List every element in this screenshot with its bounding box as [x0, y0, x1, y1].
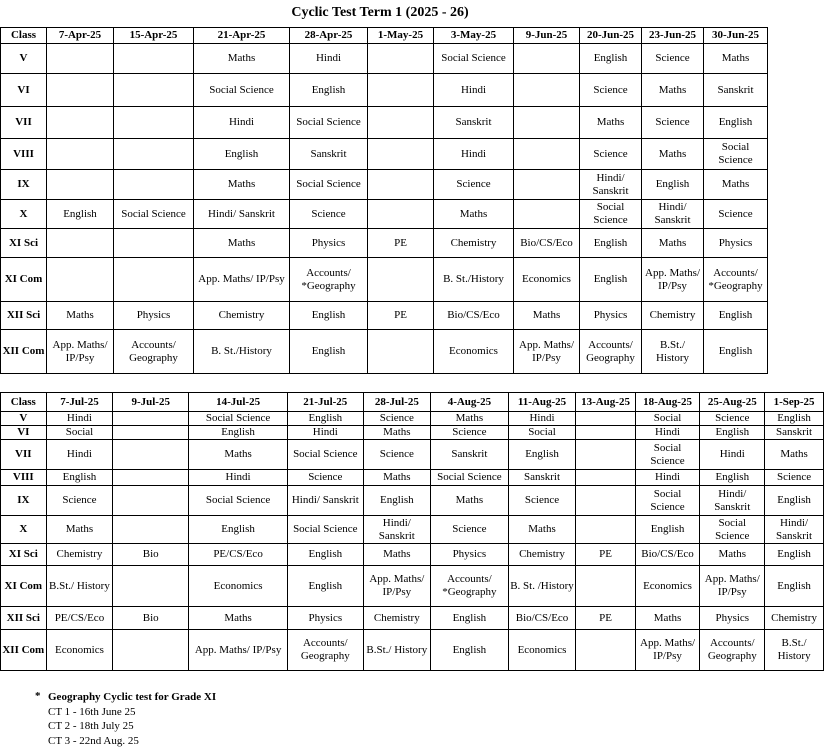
subject-cell	[47, 229, 114, 258]
column-header-date: 28-Jul-25	[363, 393, 431, 412]
subject-cell: Hindi	[434, 74, 514, 107]
table-row	[1, 258, 768, 302]
subject-cell: Physics	[114, 302, 194, 330]
column-header-date: 14-Jul-25	[189, 393, 288, 412]
subject-cell: PE/CS/Eco	[46, 607, 113, 630]
column-header-date: 25-Aug-25	[700, 393, 765, 412]
subject-cell	[47, 170, 114, 200]
subject-cell: Hindi	[434, 139, 514, 170]
subject-cell: Maths	[642, 229, 704, 258]
table-row	[1, 630, 824, 671]
subject-cell	[113, 470, 189, 486]
subject-cell	[368, 258, 434, 302]
subject-cell: English	[700, 426, 765, 440]
class-cell: V	[1, 44, 47, 74]
subject-cell: English	[288, 544, 363, 566]
subject-cell	[114, 170, 194, 200]
subject-cell	[47, 107, 114, 139]
column-header-date: 11-Aug-25	[508, 393, 576, 412]
table-row	[1, 200, 768, 229]
subject-cell: Science	[46, 486, 113, 516]
subject-cell: Social Science	[194, 74, 290, 107]
class-cell: VIII	[1, 470, 47, 486]
subject-cell: Hindi/ Sanskrit	[642, 200, 704, 229]
subject-cell: Social Science	[290, 107, 368, 139]
column-header-date: 1-May-25	[368, 28, 434, 44]
subject-cell: Sanskrit	[290, 139, 368, 170]
subject-cell: Maths	[642, 139, 704, 170]
subject-cell: Chemistry	[363, 607, 431, 630]
subject-cell: English	[47, 200, 114, 229]
subject-cell: Physics	[288, 607, 363, 630]
subject-cell: Hindi/ Sanskrit	[765, 516, 824, 544]
subject-cell: B. St./History	[194, 330, 290, 374]
subject-cell	[114, 74, 194, 107]
subject-cell: Hindi	[635, 470, 700, 486]
subject-cell: Economics	[635, 566, 700, 607]
subject-cell: Accounts/ Geography	[580, 330, 642, 374]
subject-cell: English	[431, 630, 509, 671]
subject-cell: Sanskrit	[765, 426, 824, 440]
subject-cell: Science	[434, 170, 514, 200]
table-row	[1, 107, 768, 139]
subject-cell: Accounts/ Geography	[114, 330, 194, 374]
subject-cell: App. Maths/ IP/Psy	[514, 330, 580, 374]
schedule-table-term1-part2	[0, 392, 824, 671]
note-line: CT 1 - 16th June 25	[48, 705, 136, 718]
column-header-date: 21-Jul-25	[288, 393, 363, 412]
subject-cell: Science	[580, 139, 642, 170]
subject-cell: Science	[290, 200, 368, 229]
subject-cell	[576, 440, 635, 470]
subject-cell: Accounts/ *Geography	[290, 258, 368, 302]
column-header-date: 18-Aug-25	[635, 393, 700, 412]
table-row	[1, 74, 768, 107]
subject-cell: English	[290, 302, 368, 330]
table-row	[1, 486, 824, 516]
table-row	[1, 607, 824, 630]
subject-cell: Social Science	[580, 200, 642, 229]
subject-cell: English	[580, 229, 642, 258]
subject-cell: PE/CS/Eco	[189, 544, 288, 566]
subject-cell: Social Science	[431, 470, 509, 486]
subject-cell: Sanskrit	[431, 440, 509, 470]
page-title: Cyclic Test Term 1 (2025 - 26)	[291, 5, 469, 20]
subject-cell: Maths	[704, 170, 768, 200]
table-row	[1, 229, 768, 258]
subject-cell: English	[765, 412, 824, 426]
note-line: CT 2 - 18th July 25	[48, 720, 134, 732]
subject-cell: English	[189, 426, 288, 440]
subject-cell: English	[704, 302, 768, 330]
subject-cell: English	[194, 139, 290, 170]
subject-cell: Social Science	[704, 139, 768, 170]
subject-cell: Maths	[704, 44, 768, 74]
geography-note	[35, 690, 217, 748]
subject-cell: App. Maths/ IP/Psy	[363, 566, 431, 607]
subject-cell	[113, 516, 189, 544]
subject-cell: Bio	[113, 607, 189, 630]
subject-cell	[368, 170, 434, 200]
subject-cell: Science	[363, 440, 431, 470]
column-header-date: 21-Apr-25	[194, 28, 290, 44]
subject-cell: Bio	[113, 544, 189, 566]
column-header-date: 7-Apr-25	[47, 28, 114, 44]
subject-cell: Social Science	[700, 516, 765, 544]
subject-cell: App. Maths/ IP/Psy	[635, 630, 700, 671]
subject-cell: English	[765, 486, 824, 516]
subject-cell: Physics	[431, 544, 509, 566]
subject-cell: PE	[576, 607, 635, 630]
subject-cell: Science	[704, 200, 768, 229]
subject-cell: English	[288, 566, 363, 607]
note-heading: Geography Cyclic test for Grade XI	[48, 691, 217, 703]
subject-cell: Social	[46, 426, 113, 440]
subject-cell: Hindi	[700, 440, 765, 470]
class-cell: IX	[1, 170, 47, 200]
subject-cell: Sanskrit	[704, 74, 768, 107]
subject-cell	[514, 139, 580, 170]
subject-cell	[113, 630, 189, 671]
subject-cell	[47, 258, 114, 302]
subject-cell: Maths	[363, 544, 431, 566]
subject-cell: Social	[508, 426, 576, 440]
subject-cell: English	[508, 440, 576, 470]
table-row	[1, 516, 824, 544]
column-header-date: 15-Apr-25	[114, 28, 194, 44]
subject-cell: Maths	[431, 486, 509, 516]
subject-cell: Hindi	[189, 470, 288, 486]
column-header-date: 30-Jun-25	[704, 28, 768, 44]
subject-cell: Social Science	[635, 440, 700, 470]
class-cell: XII Sci	[1, 302, 47, 330]
subject-cell	[576, 516, 635, 544]
subject-cell: English	[189, 516, 288, 544]
subject-cell: English	[765, 566, 824, 607]
subject-cell	[576, 486, 635, 516]
subject-cell	[113, 566, 189, 607]
subject-cell: Social Science	[288, 440, 363, 470]
subject-cell: Hindi/ Sanskrit	[363, 516, 431, 544]
table-row	[1, 170, 768, 200]
subject-cell: Hindi	[194, 107, 290, 139]
subject-cell	[514, 44, 580, 74]
subject-cell: Accounts/ *Geography	[704, 258, 768, 302]
subject-cell: Hindi	[288, 426, 363, 440]
subject-cell: Science	[642, 44, 704, 74]
subject-cell: Science	[700, 412, 765, 426]
subject-cell: Chemistry	[642, 302, 704, 330]
subject-cell	[113, 426, 189, 440]
subject-cell: Accounts/ Geography	[288, 630, 363, 671]
subject-cell: B. St. /History	[508, 566, 576, 607]
subject-cell: Maths	[46, 516, 113, 544]
subject-cell: B.St./ History	[46, 566, 113, 607]
subject-cell: Science	[288, 470, 363, 486]
asterisk-marker: *	[35, 690, 41, 702]
class-cell: VI	[1, 426, 47, 440]
subject-cell: Maths	[580, 107, 642, 139]
subject-cell: Economics	[189, 566, 288, 607]
subject-cell	[576, 412, 635, 426]
subject-cell: PE	[368, 229, 434, 258]
subject-cell: English	[580, 44, 642, 74]
subject-cell: Hindi	[46, 412, 113, 426]
subject-cell	[47, 139, 114, 170]
class-cell: XI Com	[1, 566, 47, 607]
column-header-date: 23-Jun-25	[642, 28, 704, 44]
subject-cell: App. Maths/ IP/Psy	[194, 258, 290, 302]
subject-cell: Chemistry	[765, 607, 824, 630]
table-row	[1, 302, 768, 330]
subject-cell	[114, 258, 194, 302]
subject-cell: Hindi/ Sanskrit	[580, 170, 642, 200]
subject-cell	[576, 566, 635, 607]
subject-cell	[47, 74, 114, 107]
table-row	[1, 426, 824, 440]
class-cell: X	[1, 516, 47, 544]
table-row	[1, 566, 824, 607]
subject-cell: Maths	[189, 607, 288, 630]
subject-cell: B.St./ History	[363, 630, 431, 671]
class-cell: XII Com	[1, 330, 47, 374]
subject-cell: PE	[576, 544, 635, 566]
column-header-date: 9-Jul-25	[113, 393, 189, 412]
subject-cell: English	[580, 258, 642, 302]
subject-cell: English	[765, 544, 824, 566]
subject-cell: Maths	[363, 470, 431, 486]
class-cell: IX	[1, 486, 47, 516]
subject-cell: English	[363, 486, 431, 516]
class-cell: XI Com	[1, 258, 47, 302]
table-row	[1, 330, 768, 374]
subject-cell: Maths	[47, 302, 114, 330]
subject-cell	[114, 139, 194, 170]
subject-cell: PE	[368, 302, 434, 330]
class-cell: VII	[1, 440, 47, 470]
subject-cell	[514, 107, 580, 139]
table-row	[1, 544, 824, 566]
subject-cell: Science	[363, 412, 431, 426]
table-row	[1, 440, 824, 470]
column-header-date: 13-Aug-25	[576, 393, 635, 412]
subject-cell: English	[700, 470, 765, 486]
subject-cell: Maths	[194, 170, 290, 200]
subject-cell: Maths	[194, 44, 290, 74]
subject-cell	[114, 107, 194, 139]
subject-cell: Maths	[194, 229, 290, 258]
subject-cell: Science	[765, 470, 824, 486]
subject-cell	[368, 330, 434, 374]
subject-cell: Maths	[434, 200, 514, 229]
column-header-date: 20-Jun-25	[580, 28, 642, 44]
subject-cell: Maths	[508, 516, 576, 544]
subject-cell: Physics	[290, 229, 368, 258]
subject-cell: English	[642, 170, 704, 200]
note-line: CT 3 - 22nd Aug. 25	[48, 734, 139, 747]
subject-cell: Science	[508, 486, 576, 516]
subject-cell	[368, 139, 434, 170]
subject-cell: English	[704, 107, 768, 139]
subject-cell: Economics	[434, 330, 514, 374]
subject-cell: Chemistry	[434, 229, 514, 258]
subject-cell: Sanskrit	[508, 470, 576, 486]
table-row	[1, 412, 824, 426]
subject-cell	[576, 470, 635, 486]
subject-cell: Hindi	[46, 440, 113, 470]
subject-cell	[576, 426, 635, 440]
subject-cell	[368, 44, 434, 74]
subject-cell: App. Maths/ IP/Psy	[189, 630, 288, 671]
subject-cell: Hindi	[290, 44, 368, 74]
subject-cell: English	[46, 470, 113, 486]
subject-cell	[368, 200, 434, 229]
subject-cell: Social	[635, 412, 700, 426]
subject-cell: Economics	[514, 258, 580, 302]
subject-cell: Bio/CS/Eco	[635, 544, 700, 566]
subject-cell: Hindi	[635, 426, 700, 440]
column-header-date: 3-May-25	[434, 28, 514, 44]
subject-cell: Sanskrit	[434, 107, 514, 139]
column-header-date: 28-Apr-25	[290, 28, 368, 44]
subject-cell: Social Science	[288, 516, 363, 544]
subject-cell: Bio/CS/Eco	[514, 229, 580, 258]
subject-cell: App. Maths/ IP/Psy	[700, 566, 765, 607]
header-row	[1, 393, 824, 412]
column-header-date: 1-Sep-25	[765, 393, 824, 412]
class-cell: XII Sci	[1, 607, 47, 630]
subject-cell: Chemistry	[46, 544, 113, 566]
subject-cell: Science	[431, 426, 509, 440]
subject-cell: Physics	[704, 229, 768, 258]
subject-cell	[514, 170, 580, 200]
class-cell: VIII	[1, 139, 47, 170]
subject-cell: Maths	[642, 74, 704, 107]
column-header-date: 9-Jun-25	[514, 28, 580, 44]
subject-cell: Social Science	[114, 200, 194, 229]
subject-cell: Maths	[189, 440, 288, 470]
subject-cell: Physics	[700, 607, 765, 630]
subject-cell: B.St./ History	[642, 330, 704, 374]
subject-cell: B.St./ History	[765, 630, 824, 671]
subject-cell: English	[290, 74, 368, 107]
subject-cell: Bio/CS/Eco	[434, 302, 514, 330]
subject-cell	[114, 229, 194, 258]
subject-cell: App. Maths/ IP/Psy	[642, 258, 704, 302]
class-cell: V	[1, 412, 47, 426]
subject-cell: Maths	[363, 426, 431, 440]
subject-cell: Science	[642, 107, 704, 139]
subject-cell: Maths	[700, 544, 765, 566]
class-cell: VI	[1, 74, 47, 107]
class-cell: VII	[1, 107, 47, 139]
column-header-class: Class	[1, 28, 47, 44]
subject-cell: Social Science	[189, 486, 288, 516]
column-header-class: Class	[1, 393, 47, 412]
subject-cell: English	[288, 412, 363, 426]
subject-cell: Economics	[46, 630, 113, 671]
header-row	[1, 28, 768, 44]
subject-cell: Science	[431, 516, 509, 544]
subject-cell: Hindi	[508, 412, 576, 426]
table-row	[1, 470, 824, 486]
subject-cell: Chemistry	[194, 302, 290, 330]
subject-cell: Maths	[765, 440, 824, 470]
subject-cell	[514, 74, 580, 107]
subject-cell	[113, 440, 189, 470]
subject-cell	[368, 107, 434, 139]
class-cell: XII Com	[1, 630, 47, 671]
subject-cell: B. St./History	[434, 258, 514, 302]
subject-cell: English	[431, 607, 509, 630]
subject-cell: Maths	[635, 607, 700, 630]
subject-cell: Hindi/ Sanskrit	[700, 486, 765, 516]
subject-cell: Hindi/ Sanskrit	[194, 200, 290, 229]
subject-cell: Accounts/ *Geography	[431, 566, 509, 607]
subject-cell: Physics	[580, 302, 642, 330]
subject-cell: Science	[580, 74, 642, 107]
subject-cell	[114, 44, 194, 74]
subject-cell: Economics	[508, 630, 576, 671]
subject-cell	[576, 630, 635, 671]
subject-cell: Social Science	[189, 412, 288, 426]
subject-cell: Bio/CS/Eco	[508, 607, 576, 630]
subject-cell: English	[290, 330, 368, 374]
subject-cell: Hindi/ Sanskrit	[288, 486, 363, 516]
subject-cell: Accounts/ Geography	[700, 630, 765, 671]
subject-cell: English	[635, 516, 700, 544]
column-header-date: 4-Aug-25	[431, 393, 509, 412]
subject-cell: Maths	[431, 412, 509, 426]
subject-cell	[514, 200, 580, 229]
class-cell: X	[1, 200, 47, 229]
table-row	[1, 139, 768, 170]
subject-cell	[113, 412, 189, 426]
column-header-date: 7-Jul-25	[46, 393, 113, 412]
subject-cell: Social Science	[290, 170, 368, 200]
subject-cell: Maths	[514, 302, 580, 330]
subject-cell: Chemistry	[508, 544, 576, 566]
subject-cell	[113, 486, 189, 516]
class-cell: XI Sci	[1, 229, 47, 258]
subject-cell: App. Maths/ IP/Psy	[47, 330, 114, 374]
subject-cell	[47, 44, 114, 74]
subject-cell: Social Science	[635, 486, 700, 516]
class-cell: XI Sci	[1, 544, 47, 566]
schedule-table-term1-part1	[0, 27, 768, 374]
table-row	[1, 44, 768, 74]
subject-cell	[368, 74, 434, 107]
subject-cell: Social Science	[434, 44, 514, 74]
subject-cell: English	[704, 330, 768, 374]
